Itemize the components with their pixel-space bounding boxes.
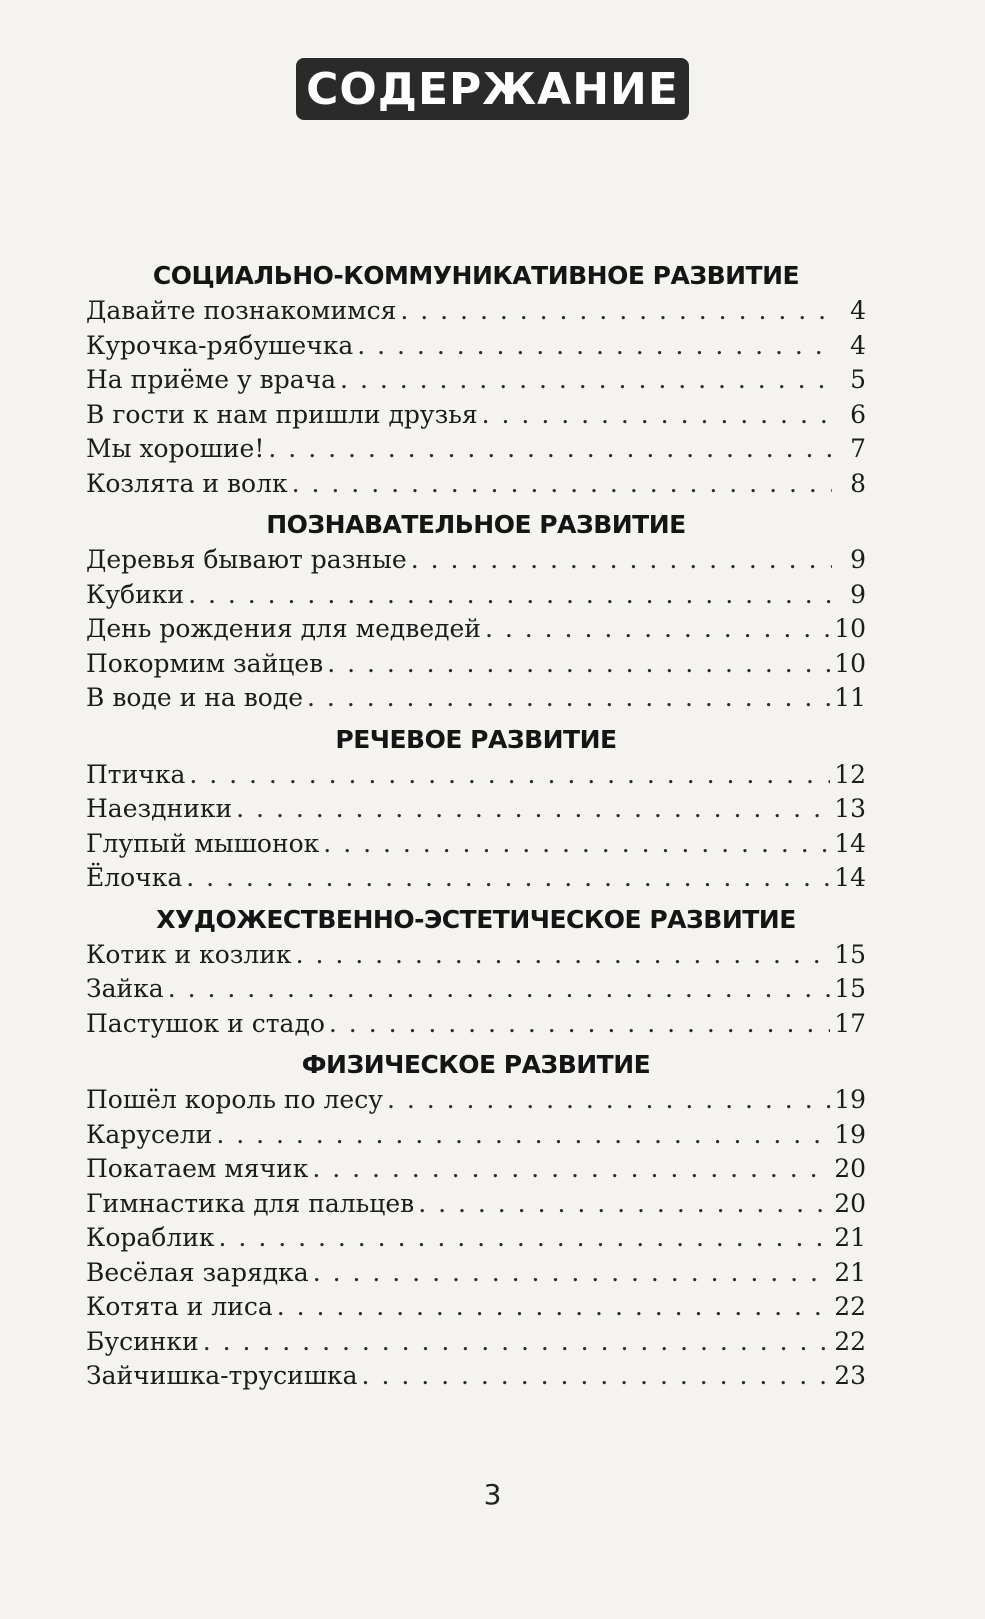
dot-leader: [313, 1256, 830, 1291]
entry-title: Котята и лиса: [86, 1292, 273, 1321]
entry-title: Кораблик: [86, 1223, 215, 1252]
entry-page-number: 8: [850, 468, 866, 498]
dot-leader: [188, 578, 832, 613]
dot-leader: [340, 363, 832, 398]
toc-entry: [86, 363, 866, 398]
dot-leader: [327, 647, 830, 682]
entry-title: Ёлочка: [86, 863, 183, 892]
toc-entry: [86, 329, 866, 364]
dot-leader: [411, 543, 832, 578]
entry-title: Бусинки: [86, 1326, 199, 1356]
entry-title: В гости к нам пришли друзья: [86, 399, 478, 429]
toc-entry: [86, 758, 866, 793]
toc-entry: [86, 1359, 866, 1394]
page-number: 3: [483, 1478, 502, 1511]
section-heading: ПОЗНАВАТЕЛЬНОЕ РАЗВИТИЕ: [266, 510, 686, 539]
toc-section: [86, 507, 866, 716]
toc-section: [86, 902, 866, 1042]
toc-entry: [86, 1290, 866, 1325]
toc-entry: [86, 1007, 866, 1042]
entry-title: Кубики: [86, 579, 185, 609]
entry-page-number: 22: [834, 1326, 866, 1356]
entry-title: В воде и на воде: [86, 683, 304, 712]
section-heading: ХУДОЖЕСТВЕННО-ЭСТЕТИЧЕСКОЕ РАЗВИТИЕ: [156, 904, 796, 934]
entry-title: Покормим зайцев: [86, 648, 324, 678]
entry-title: Зайка: [86, 974, 164, 1003]
toc-entry: [86, 432, 866, 467]
entry-page-number: 14: [834, 863, 866, 892]
toc-entry: [86, 1083, 866, 1118]
entry-page-number: 19: [834, 1085, 866, 1114]
entry-title: Птичка: [86, 759, 186, 789]
entry-page-number: 5: [850, 365, 866, 394]
dot-leader: [307, 681, 830, 716]
toc-entry: [86, 467, 866, 502]
entry-title: Покатаем мячик: [86, 1154, 309, 1183]
toc-entry: [86, 1187, 866, 1222]
dot-leader: [482, 398, 832, 433]
entry-title: Глупый мышонок: [86, 828, 320, 858]
toc-entry: [86, 827, 866, 862]
toc-entry: [86, 543, 866, 578]
toc-entry: [86, 972, 866, 1007]
entry-page-number: 17: [834, 1008, 866, 1038]
dot-leader: [168, 972, 831, 1007]
dot-leader: [236, 792, 830, 827]
dot-leader: [323, 827, 830, 862]
dot-leader: [186, 861, 830, 896]
dot-leader: [485, 612, 830, 647]
toc-entry: [86, 1221, 866, 1256]
entry-title: Наездники: [86, 794, 233, 823]
dot-leader: [329, 1007, 830, 1042]
entry-page-number: 23: [834, 1361, 866, 1390]
toc-entry: [86, 1256, 866, 1291]
toc-section: [86, 722, 866, 896]
toc-entry: [86, 1118, 866, 1153]
dot-leader: [362, 1359, 831, 1394]
entry-page-number: 6: [850, 399, 866, 429]
entry-page-number: 14: [834, 828, 866, 858]
entry-title: Пастушок и стадо: [86, 1008, 325, 1038]
table-of-contents: [86, 252, 866, 1394]
entry-page-number: 19: [834, 1119, 866, 1149]
entry-title: Весёлая зарядка: [86, 1257, 309, 1287]
entry-page-number: 10: [834, 648, 866, 678]
toc-entry: [86, 938, 866, 973]
entry-title: Пошёл король по лесу: [86, 1085, 383, 1114]
entry-page-number: 4: [850, 330, 866, 360]
section-heading: ФИЗИЧЕСКОЕ РАЗВИТИЕ: [301, 1050, 651, 1079]
entry-page-number: 21: [834, 1223, 866, 1252]
entry-page-number: 13: [834, 794, 866, 823]
dot-leader: [219, 1221, 831, 1256]
entry-page-number: 9: [850, 545, 866, 574]
toc-entry: [86, 861, 866, 896]
dot-leader: [292, 467, 832, 502]
entry-title: Карусели: [86, 1119, 213, 1149]
dot-leader: [216, 1118, 830, 1153]
entry-page-number: 4: [850, 296, 866, 325]
entry-title: Гимнастика для пальцев: [86, 1188, 415, 1218]
entry-page-number: 11: [834, 683, 866, 712]
entry-title: На приёме у врача: [86, 365, 337, 394]
entry-page-number: 15: [834, 939, 866, 969]
section-heading: СОЦИАЛЬНО-КОММУНИКАТИВНОЕ РАЗВИТИЕ: [152, 261, 800, 290]
toc-entry: [86, 294, 866, 329]
entry-page-number: 7: [850, 434, 866, 463]
toc-section: [86, 1047, 866, 1394]
entry-page-number: 20: [834, 1188, 866, 1218]
toc-entry: [86, 398, 866, 433]
toc-entry: [86, 1325, 866, 1360]
entry-title: Зайчишка-трусишка: [86, 1361, 358, 1390]
dot-leader: [387, 1083, 830, 1118]
dot-leader: [296, 938, 831, 973]
entry-title: Котик и козлик: [86, 939, 292, 969]
dot-leader: [400, 294, 832, 329]
dot-leader: [357, 329, 832, 364]
entry-page-number: 20: [834, 1154, 866, 1183]
toc-entry: [86, 612, 866, 647]
dot-leader: [312, 1152, 830, 1187]
entry-page-number: 10: [834, 614, 866, 643]
entry-page-number: 22: [834, 1292, 866, 1321]
entry-page-number: 21: [834, 1257, 866, 1287]
entry-title: День рождения для медведей: [86, 614, 481, 643]
entry-page-number: 12: [834, 759, 866, 789]
toc-entry: [86, 792, 866, 827]
dot-leader: [277, 1290, 830, 1325]
entry-title: Мы хорошие!: [86, 434, 265, 463]
entry-title: Курочка-рябушечка: [86, 330, 354, 360]
section-heading: РЕЧЕВОЕ РАЗВИТИЕ: [335, 724, 617, 754]
entry-title: Деревья бывают разные: [86, 545, 407, 574]
toc-entry: [86, 578, 866, 613]
dot-leader: [203, 1325, 830, 1360]
entry-title: Козлята и волк: [86, 468, 288, 498]
page-title: СОДЕРЖАНИЕ: [296, 58, 689, 120]
dot-leader: [268, 432, 832, 467]
toc-entry: [86, 647, 866, 682]
dot-leader: [189, 758, 830, 793]
title-container: [0, 58, 985, 120]
entry-page-number: 9: [850, 579, 866, 609]
toc-entry: [86, 1152, 866, 1187]
entry-title: Давайте познакомимся: [86, 296, 397, 325]
toc-entry: [86, 681, 866, 716]
dot-leader: [418, 1187, 830, 1222]
toc-section: [86, 258, 866, 501]
entry-page-number: 15: [834, 974, 866, 1003]
